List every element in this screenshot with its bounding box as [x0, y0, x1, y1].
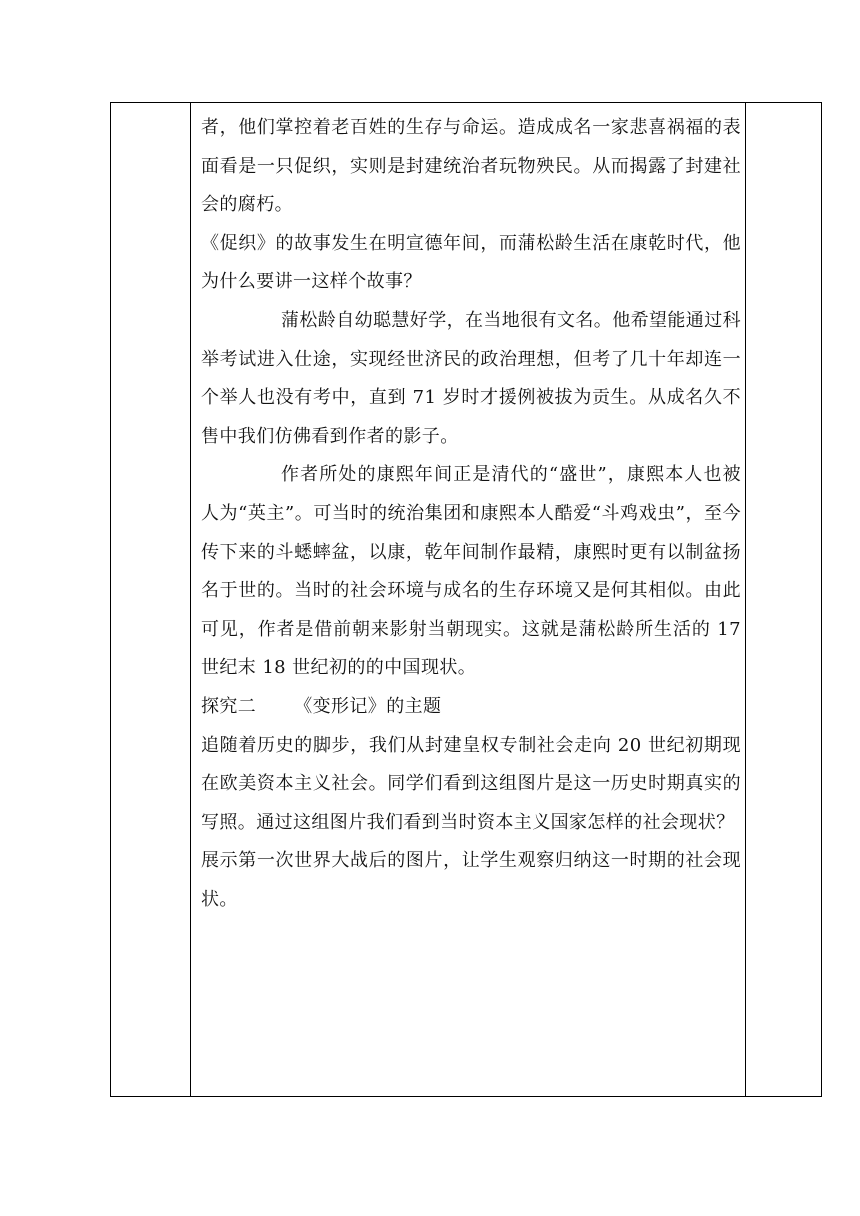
paragraph: 展示第一次世界大战后的图片，让学生观察归纳这一时期的社会现状。: [201, 850, 741, 910]
right-empty-cell: [746, 103, 822, 1097]
paragraph: 《促织》的故事发生在明宣德年间，而蒲松龄生活在康乾时代，他为什么要讲一这样个故事？: [201, 232, 741, 293]
lesson-plan-table: [110, 102, 822, 1097]
table-row: [111, 103, 822, 1097]
paragraph: 蒲松龄自幼聪慧好学，在当地很有文名。他希望能通过科举考试进入仕途，实现经世济民的政治理想，但考了几十年却连一个举人也没有考中，直到 71 岁时才援例被拔为贡生。从成名久不售中我们仿佛看到作者的影子。: [201, 309, 741, 447]
section-heading-label: 探究二: [201, 695, 257, 717]
paragraph: 者，他们掌控着老百姓的生存与命运。造成成名一家悲喜祸福的表面看是一只促织，实则是封建统治者玩物殃民。从而揭露了封建社会的腐朽。: [201, 117, 741, 216]
paragraph: 作者所处的康熙年间正是清代的“盛世”，康熙本人也被人为“英主”。可当时的统治集团和康熙本人酷爱“斗鸡戏虫”，至今传下来的斗蟋蟀盆，以康，乾年间制作最精，康熙时更有以制盆扬名于世的。当时的社会环境与成名的生存环境又是何其相似。由此可见，作者是借前朝来影射当朝现实。这就是蒲松龄所生活的 17 世纪末 18 世纪初的的中国现状。: [201, 464, 741, 679]
section-heading: [201, 688, 741, 727]
paragraph: 追随着历史的脚步，我们从封建皇权专制社会走向 20 世纪初期现在欧美资本主义社会。同学们看到这组图片是这一历史时期真实的写照。通过这组图片我们看到当时资本主义国家怎样的社会现状？: [201, 734, 741, 833]
section-heading-title: 《变形记》的主题: [294, 695, 442, 717]
left-empty-cell: [111, 103, 191, 1097]
content-cell: [191, 103, 746, 1097]
lesson-content: [191, 103, 745, 919]
